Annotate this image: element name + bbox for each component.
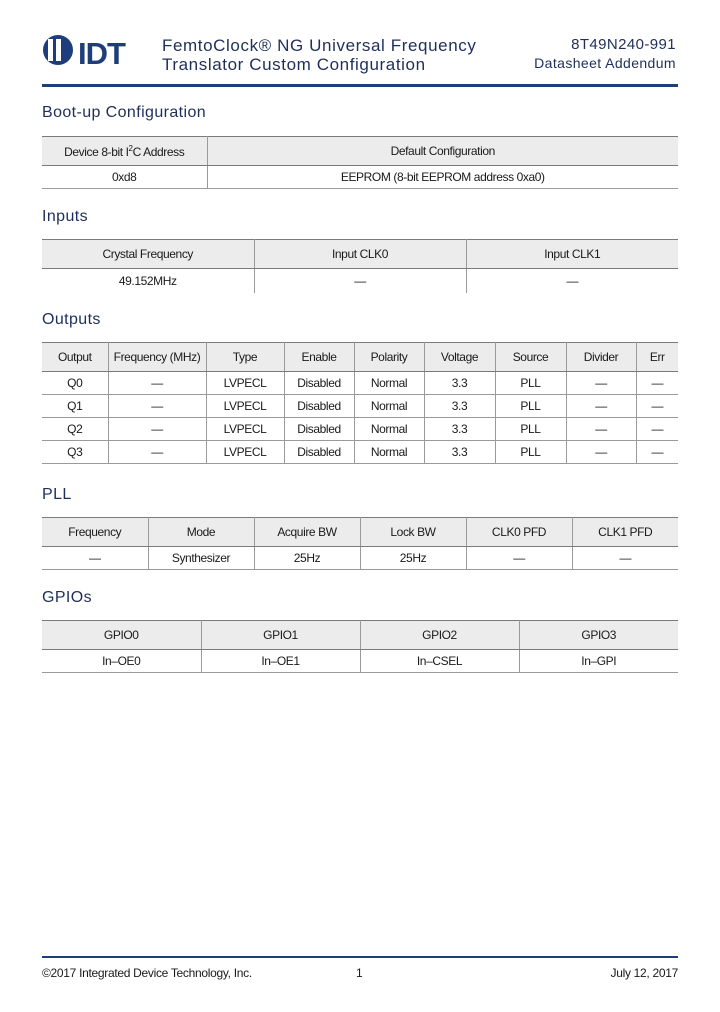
table-cell: — bbox=[636, 372, 678, 395]
table-cell: — bbox=[566, 441, 636, 464]
outputs-header-cell: Source bbox=[495, 343, 566, 372]
table-cell: In–OE1 bbox=[201, 650, 360, 673]
table-cell: In–GPI bbox=[519, 650, 678, 673]
inputs-section-title: Inputs bbox=[42, 208, 88, 225]
table-cell: Q1 bbox=[42, 395, 108, 418]
page-header bbox=[0, 0, 720, 90]
gpio-header-cell: GPIO3 bbox=[519, 621, 678, 650]
boot-table bbox=[42, 136, 678, 189]
table-cell: — bbox=[108, 441, 206, 464]
table-cell: 3.3 bbox=[424, 418, 495, 441]
table-cell: Disabled bbox=[284, 418, 354, 441]
table-cell: Q0 bbox=[42, 372, 108, 395]
document-id bbox=[534, 36, 676, 72]
table-cell: In–OE0 bbox=[42, 650, 201, 673]
boot-header-config: Default Configuration bbox=[207, 137, 678, 166]
gpios-section-title: GPIOs bbox=[42, 589, 93, 606]
input-clk1-value: — bbox=[566, 274, 579, 288]
table-cell: 3.3 bbox=[424, 372, 495, 395]
inputs-header-cell: Input CLK0 bbox=[254, 240, 466, 269]
boot-header-address: Device 8-bit $I^2C$ Address bbox=[42, 137, 207, 166]
footer-date: July 12, 2017 bbox=[610, 966, 678, 980]
outputs-header-cell: Output bbox=[42, 343, 108, 372]
table-cell: — bbox=[108, 418, 206, 441]
table-cell: PLL bbox=[495, 372, 566, 395]
outputs-header-cell: Frequency (MHz) bbox=[108, 343, 206, 372]
pll-header-cell: Lock BW bbox=[360, 518, 466, 547]
table-cell: 3.3 bbox=[424, 441, 495, 464]
table-cell: 3.3 bbox=[424, 395, 495, 418]
table-cell: — bbox=[566, 418, 636, 441]
table-cell: Disabled bbox=[284, 372, 354, 395]
inputs-header-cell: Input CLK1 bbox=[466, 240, 678, 269]
inputs-header-cell: Crystal Frequency bbox=[42, 240, 254, 269]
table-cell: LVPECL bbox=[206, 441, 284, 464]
pll-header-cell: Acquire BW bbox=[254, 518, 360, 547]
table-cell: — bbox=[108, 395, 206, 418]
footer-copyright: ©2017 Integrated Device Technology, Inc. bbox=[42, 966, 252, 980]
table-cell: 25Hz bbox=[360, 547, 466, 570]
table-cell: — bbox=[636, 441, 678, 464]
outputs-table bbox=[42, 342, 678, 464]
table-cell: In–CSEL bbox=[360, 650, 519, 673]
outputs-header-cell: Type bbox=[206, 343, 284, 372]
boot-config-value: EEPROM (8-bit EEPROM address 0xa0) bbox=[207, 166, 678, 189]
table-cell: Synthesizer bbox=[148, 547, 254, 570]
table-row bbox=[42, 650, 678, 673]
table-row bbox=[42, 395, 678, 418]
table-cell: Disabled bbox=[284, 441, 354, 464]
table-row bbox=[42, 418, 678, 441]
inputs-table bbox=[42, 239, 678, 293]
header-rule bbox=[42, 84, 678, 87]
outputs-header-cell: Enable bbox=[284, 343, 354, 372]
table-cell: 25Hz bbox=[254, 547, 360, 570]
table-cell: PLL bbox=[495, 395, 566, 418]
boot-section-title: Boot-up Configuration bbox=[42, 104, 207, 121]
table-row bbox=[42, 441, 678, 464]
document-title bbox=[162, 36, 476, 74]
table-cell: LVPECL bbox=[206, 395, 284, 418]
table-row bbox=[42, 547, 678, 570]
pll-section-title: PLL bbox=[42, 486, 72, 503]
pll-header-cell: Mode bbox=[148, 518, 254, 547]
outputs-header-cell: Polarity bbox=[354, 343, 424, 372]
title-line-2: Translator Custom Configuration bbox=[162, 55, 426, 74]
table-cell: — bbox=[636, 418, 678, 441]
gpio-header-cell: GPIO2 bbox=[360, 621, 519, 650]
table-cell: Normal bbox=[354, 418, 424, 441]
table-cell: — bbox=[636, 395, 678, 418]
table-cell: LVPECL bbox=[206, 372, 284, 395]
table-cell: — bbox=[572, 547, 678, 570]
table-cell: Q2 bbox=[42, 418, 108, 441]
table-cell: — bbox=[42, 547, 148, 570]
gpio-header-cell: GPIO1 bbox=[201, 621, 360, 650]
table-cell: — bbox=[108, 372, 206, 395]
table-cell: Normal bbox=[354, 372, 424, 395]
pll-header-cell: Frequency bbox=[42, 518, 148, 547]
gpio-header-cell: GPIO0 bbox=[42, 621, 201, 650]
table-cell: Q3 bbox=[42, 441, 108, 464]
table-cell: PLL bbox=[495, 441, 566, 464]
crystal-frequency-value: 49.152MHz bbox=[42, 269, 254, 294]
input-clk0-value: — bbox=[254, 269, 466, 294]
table-cell: Normal bbox=[354, 441, 424, 464]
outputs-header-cell: Err bbox=[636, 343, 678, 372]
table-cell: Disabled bbox=[284, 395, 354, 418]
pll-header-cell: CLK0 PFD bbox=[466, 518, 572, 547]
table-cell: — bbox=[566, 372, 636, 395]
gpios-table bbox=[42, 620, 678, 673]
idt-logo bbox=[42, 33, 138, 71]
pll-table bbox=[42, 517, 678, 570]
outputs-header-cell: Voltage bbox=[424, 343, 495, 372]
outputs-header-cell: Divider bbox=[566, 343, 636, 372]
logo-text: IDT bbox=[78, 36, 125, 71]
table-cell: LVPECL bbox=[206, 418, 284, 441]
pll-header-cell: CLK1 PFD bbox=[572, 518, 678, 547]
doc-type: Datasheet Addendum bbox=[534, 55, 676, 71]
footer-rule bbox=[42, 956, 678, 958]
part-number: 8T49N240-991 bbox=[571, 36, 676, 53]
table-cell: — bbox=[566, 395, 636, 418]
title-line-1: FemtoClock® NG Universal Frequency bbox=[162, 36, 477, 55]
footer-page-number: 1 bbox=[356, 966, 363, 980]
table-cell: — bbox=[466, 547, 572, 570]
table-cell: PLL bbox=[495, 418, 566, 441]
boot-address-value: 0xd8 bbox=[42, 166, 207, 189]
table-row bbox=[42, 372, 678, 395]
outputs-section-title: Outputs bbox=[42, 311, 101, 328]
table-cell: Normal bbox=[354, 395, 424, 418]
